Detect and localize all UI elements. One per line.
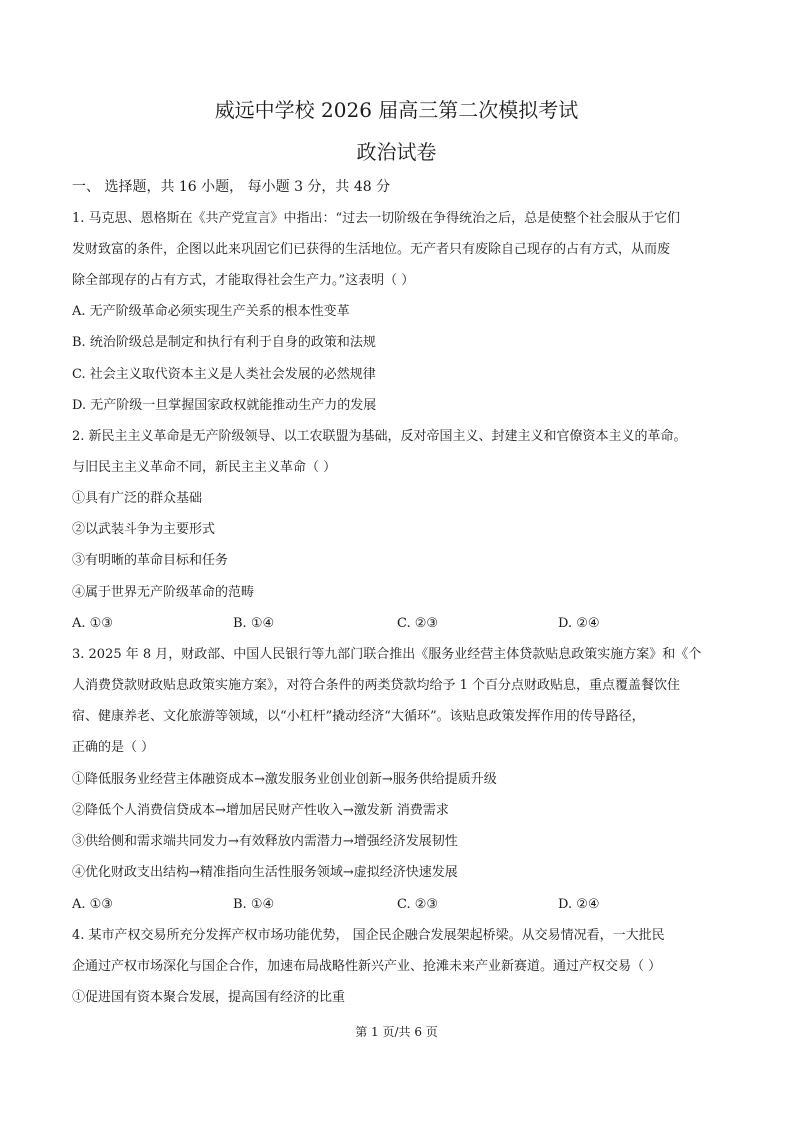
page-footer: 第 1 页/共 6 页 xyxy=(355,1025,438,1039)
q3-stem-line: 宿、健康养老、文化旅游等领域，以“小杠杆”撬动经济“大循环”。该贴息政策发挥作用的传导路径， xyxy=(72,709,645,724)
section-heading: 一、 选择题，共 16 小题， 每小题 3 分，共 48 分 xyxy=(72,179,391,195)
q2-choice-d: D. ②④ xyxy=(558,616,600,631)
q3-statement-3: ③供给侧和需求端共同发力→有效释放内需潜力→增强经济发展韧性 xyxy=(72,834,458,849)
exam-subtitle: 政治试卷 xyxy=(356,140,437,164)
q2-statement-1: ①具有广泛的群众基础 xyxy=(72,491,203,506)
q1-stem-line: 1. 马克思、恩格斯在《共产党宣言》中指出：“过去一切阶级在争得统治之后，总是使整个社会服从于它们 xyxy=(72,211,681,226)
q3-stem-line: 正确的是（ ） xyxy=(72,740,155,755)
q2-statement-3: ③有明晰的革命目标和任务 xyxy=(72,553,229,568)
q3-statement-4: ④优化财政支出结构→精准指向生活性服务领域→虚拟经济快速发展 xyxy=(72,865,458,880)
q3-stem-line: 人消费贷款财政贴息政策实施方案》，对符合条件的两类贷款均给予 1 个百分点财政贴息，重点覆盖餐饮住 xyxy=(72,678,681,693)
q1-option-c: C. 社会主义取代资本主义是人类社会发展的必然规律 xyxy=(72,367,376,382)
q3-choice-d: D. ②④ xyxy=(558,897,600,912)
q4-stem-line: 企通过产权市场深化与国企合作，加速布局战略性新兴产业、抢滩未来产业新赛道。通过产权交易（ ） xyxy=(72,959,662,974)
q4-stem-line: 4. 某市产权交易所充分发挥产权市场功能优势， 国企民企融合发展架起桥梁。从交易情况看，一大批民 xyxy=(72,928,665,943)
q1-option-b: B. 统治阶级总是制定和执行有利于自身的政策和法规 xyxy=(72,335,376,350)
q3-stem-line: 3. 2025 年 8 月，财政部、中国人民银行等九部门联合推出《服务业经营主体贷款贴息政策实施方案》和《个 xyxy=(72,647,702,662)
q1-option-d: D. 无产阶级一旦掌握国家政权就能推动生产力的发展 xyxy=(72,398,377,413)
q3-statement-1: ①降低服务业经营主体融资成本→激发服务业创业创新→服务供给提质升级 xyxy=(72,772,497,787)
q2-statement-2: ②以武装斗争为主要形式 xyxy=(72,522,216,537)
q2-choice-b: B. ①④ xyxy=(233,616,275,631)
q3-choice-c: C. ②③ xyxy=(397,897,439,912)
q1-stem-line: 除全部现存的占有方式，才能取得社会生产力。”这表明（ ） xyxy=(72,273,415,288)
q3-choice-b: B. ①④ xyxy=(233,897,275,912)
q2-stem-line: 与旧民主主义革命不同，新民主主义革命（ ） xyxy=(72,460,337,475)
q4-statement-1: ①促进国有资本聚合发展，提高国有经济的比重 xyxy=(72,990,346,1005)
q3-choice-a: A. ①③ xyxy=(72,897,113,912)
q3-statement-2: ②降低个人消费信贷成本→增加居民财产性收入→激发新 消费需求 xyxy=(72,803,449,818)
q2-statement-4: ④属于世界无产阶级革命的范畴 xyxy=(72,585,255,600)
q1-option-a: A. 无产阶级革命必须实现生产关系的根本性变革 xyxy=(72,304,350,319)
q2-choice-c: C. ②③ xyxy=(397,616,439,631)
q1-stem-line: 发财致富的条件，企图以此来巩固它们已获得的生活地位。无产者只有废除自己现存的占有方式，从而废 xyxy=(72,242,671,257)
q2-choice-a: A. ①③ xyxy=(72,616,113,631)
q2-stem-line: 2. 新民主主义革命是无产阶级领导、以工农联盟为基础，反对帝国主义、封建主义和官僚资本主义的革命。 xyxy=(72,429,687,444)
exam-title: 威远中学校 2026 届高三第二次模拟考试 xyxy=(214,98,579,122)
